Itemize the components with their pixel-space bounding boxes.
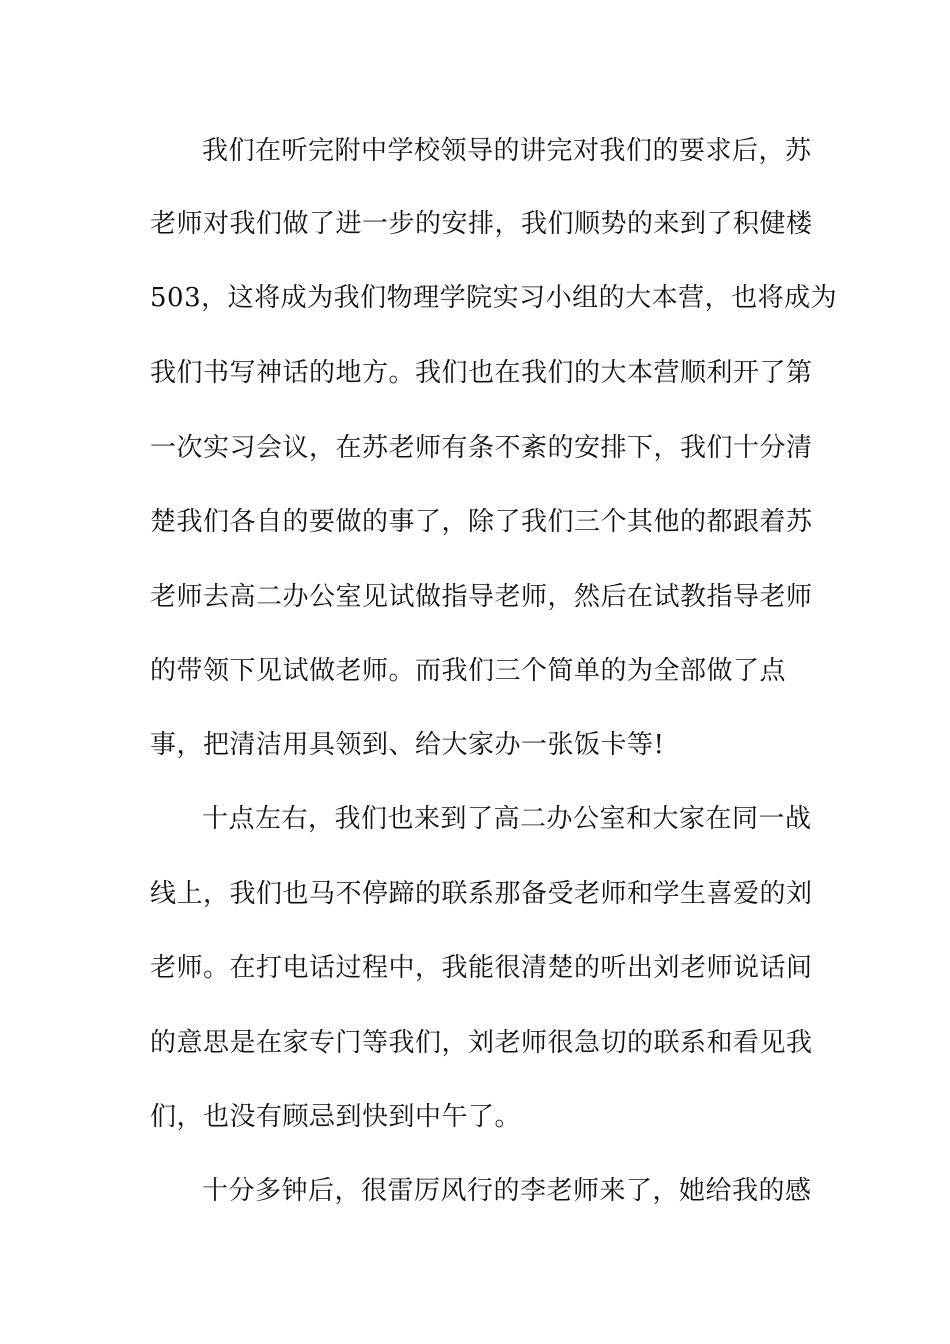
paragraph-3-line-1: 十分多钟后，很雷厉风行的李老师来了，她给我的感 <box>202 1176 812 1206</box>
paragraph-2-line-2: 线上，我们也马不停蹄的联系那备受老师和学生喜爱的刘 <box>150 879 813 909</box>
paragraph-2-line-3: 老师。在打电话过程中，我能很清楚的听出刘老师说话间 <box>150 953 813 983</box>
paragraph-1-line-7: 老师去高二办公室见试做指导老师，然后在试教指导老师 <box>150 582 813 612</box>
paragraph-1-line-3: 503，这将成为我们物理学院实习小组的大本营，也将成为 <box>150 283 838 313</box>
paragraph-1-line-9: 事，把清洁用具领到、给大家办一张饭卡等! <box>150 730 665 760</box>
paragraph-1-line-6: 楚我们各自的要做的事了，除了我们三个其他的都跟着苏 <box>150 507 813 537</box>
paragraph-1-line-8: 的带领下见试做老师。而我们三个简单的为全部做了点 <box>150 656 787 686</box>
paragraph-1-line-5: 一次实习会议，在苏老师有条不紊的安排下，我们十分清 <box>150 433 813 463</box>
paragraph-2-line-4: 的意思是在家专门等我们，刘老师很急切的联系和看见我 <box>150 1028 813 1058</box>
paragraph-1-line-2: 老师对我们做了进一步的安排，我们顺势的来到了积健楼 <box>150 209 813 239</box>
paragraph-2-line-5: 们，也没有顾忌到快到中午了。 <box>150 1102 522 1132</box>
paragraph-2-line-1: 十点左右，我们也来到了高二办公室和大家在同一战 <box>202 804 812 834</box>
paragraph-1-line-4: 我们书写神话的地方。我们也在我们的大本营顺利开了第 <box>150 358 813 388</box>
paragraph-1-line-1: 我们在听完附中学校领导的讲完对我们的要求后，苏 <box>202 136 812 166</box>
